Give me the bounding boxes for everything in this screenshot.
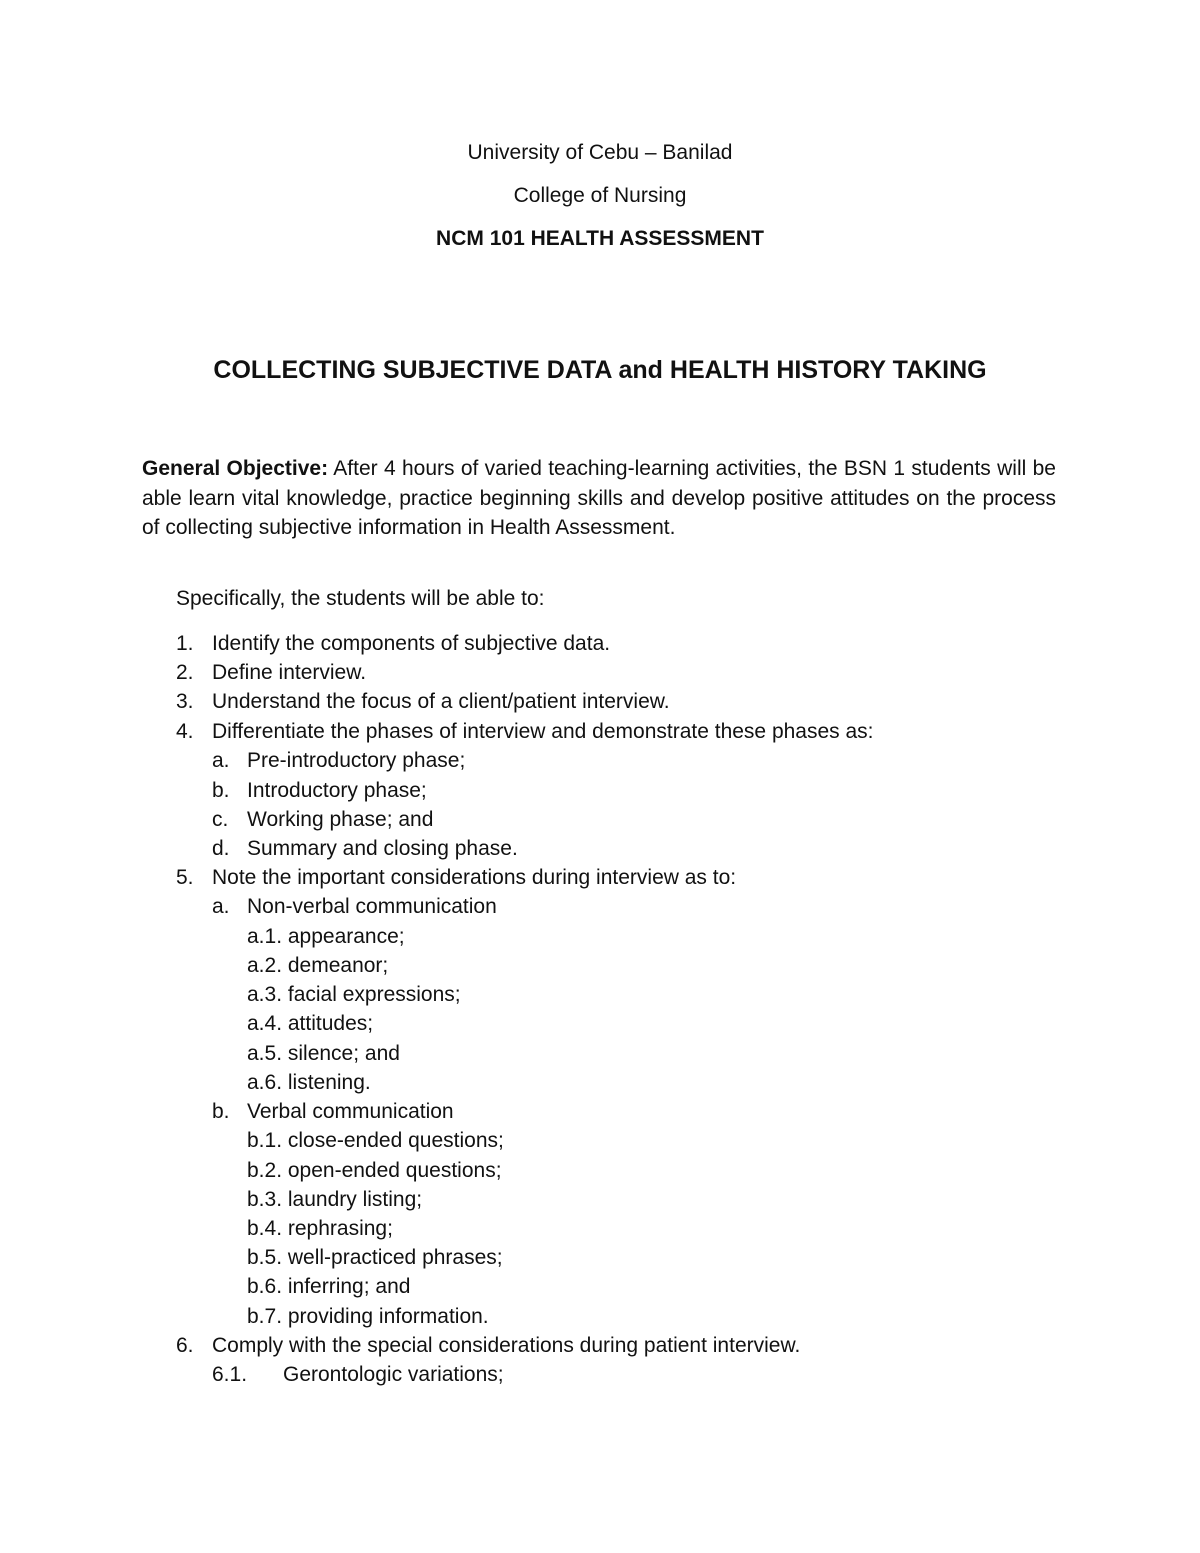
list-marker: b. [212,1100,230,1123]
list-text: Define interview. [212,661,367,684]
list-text: Pre-introductory phase; [247,749,466,772]
list-item: a.5. silence; and [247,1042,400,1065]
document-title: COLLECTING SUBJECTIVE DATA and HEALTH HISTORY TAKING [213,356,987,384]
list-text: Working phase; and [247,808,434,831]
list-marker: 3. [176,690,194,713]
list-text: Gerontologic variations; [283,1363,504,1386]
list-marker: 4. [176,720,194,743]
list-marker: a. [212,895,230,918]
list-marker: b. [212,779,230,802]
list-text: Differentiate the phases of interview and demonstrate these phases as: [212,720,874,743]
list-item: a.1. appearance; [247,925,405,948]
objective-label: General Objective: [142,457,329,480]
list-item: b.3. laundry listing; [247,1188,423,1211]
list-marker: a. [212,749,230,772]
list-item: b.6. inferring; and [247,1275,411,1298]
course-title: NCM 101 HEALTH ASSESSMENT [436,227,764,250]
list-marker: d. [212,837,230,860]
list-text: Non-verbal communication [247,895,497,918]
list-text: Verbal communication [247,1100,454,1123]
list-text: Understand the focus of a client/patient interview. [212,690,670,713]
list-text: Note the important considerations during interview as to: [212,866,737,889]
list-marker: 5. [176,866,194,889]
list-item: b.7. providing information. [247,1305,489,1328]
list-marker: 1. [176,632,194,655]
list-marker: c. [212,808,229,831]
objective-text: After 4 hours of varied teaching-learning activities, the BSN 1 students will be able learn vital knowledge, practice beginning skills and develop positive attitudes on the process of collecting subjective information in Health Assessment. [142,457,1056,539]
list-item: a.3. facial expressions; [247,983,461,1006]
list-item: a.6. listening. [247,1071,371,1094]
list-marker: 2. [176,661,194,684]
specifically-intro: Specifically, the students will be able to: [176,587,545,610]
list-item: b.2. open-ended questions; [247,1159,502,1182]
list-marker: 6.1. [212,1363,248,1386]
list-text: Summary and closing phase. [247,837,518,860]
university-name: University of Cebu – Banilad [467,141,733,164]
list-item: a.2. demeanor; [247,954,389,977]
college-name: College of Nursing [513,184,687,207]
general-objective [142,454,1056,543]
list-marker: 6. [176,1334,194,1357]
list-text: Comply with the special considerations during patient interview. [212,1334,801,1357]
list-item: b.4. rephrasing; [247,1217,393,1240]
list-item: b.1. close-ended questions; [247,1129,504,1152]
list-item: b.5. well-practiced phrases; [247,1246,503,1269]
list-item: a.4. attitudes; [247,1012,374,1035]
list-text: Identify the components of subjective data. [212,632,611,655]
list-text: Introductory phase; [247,779,427,802]
